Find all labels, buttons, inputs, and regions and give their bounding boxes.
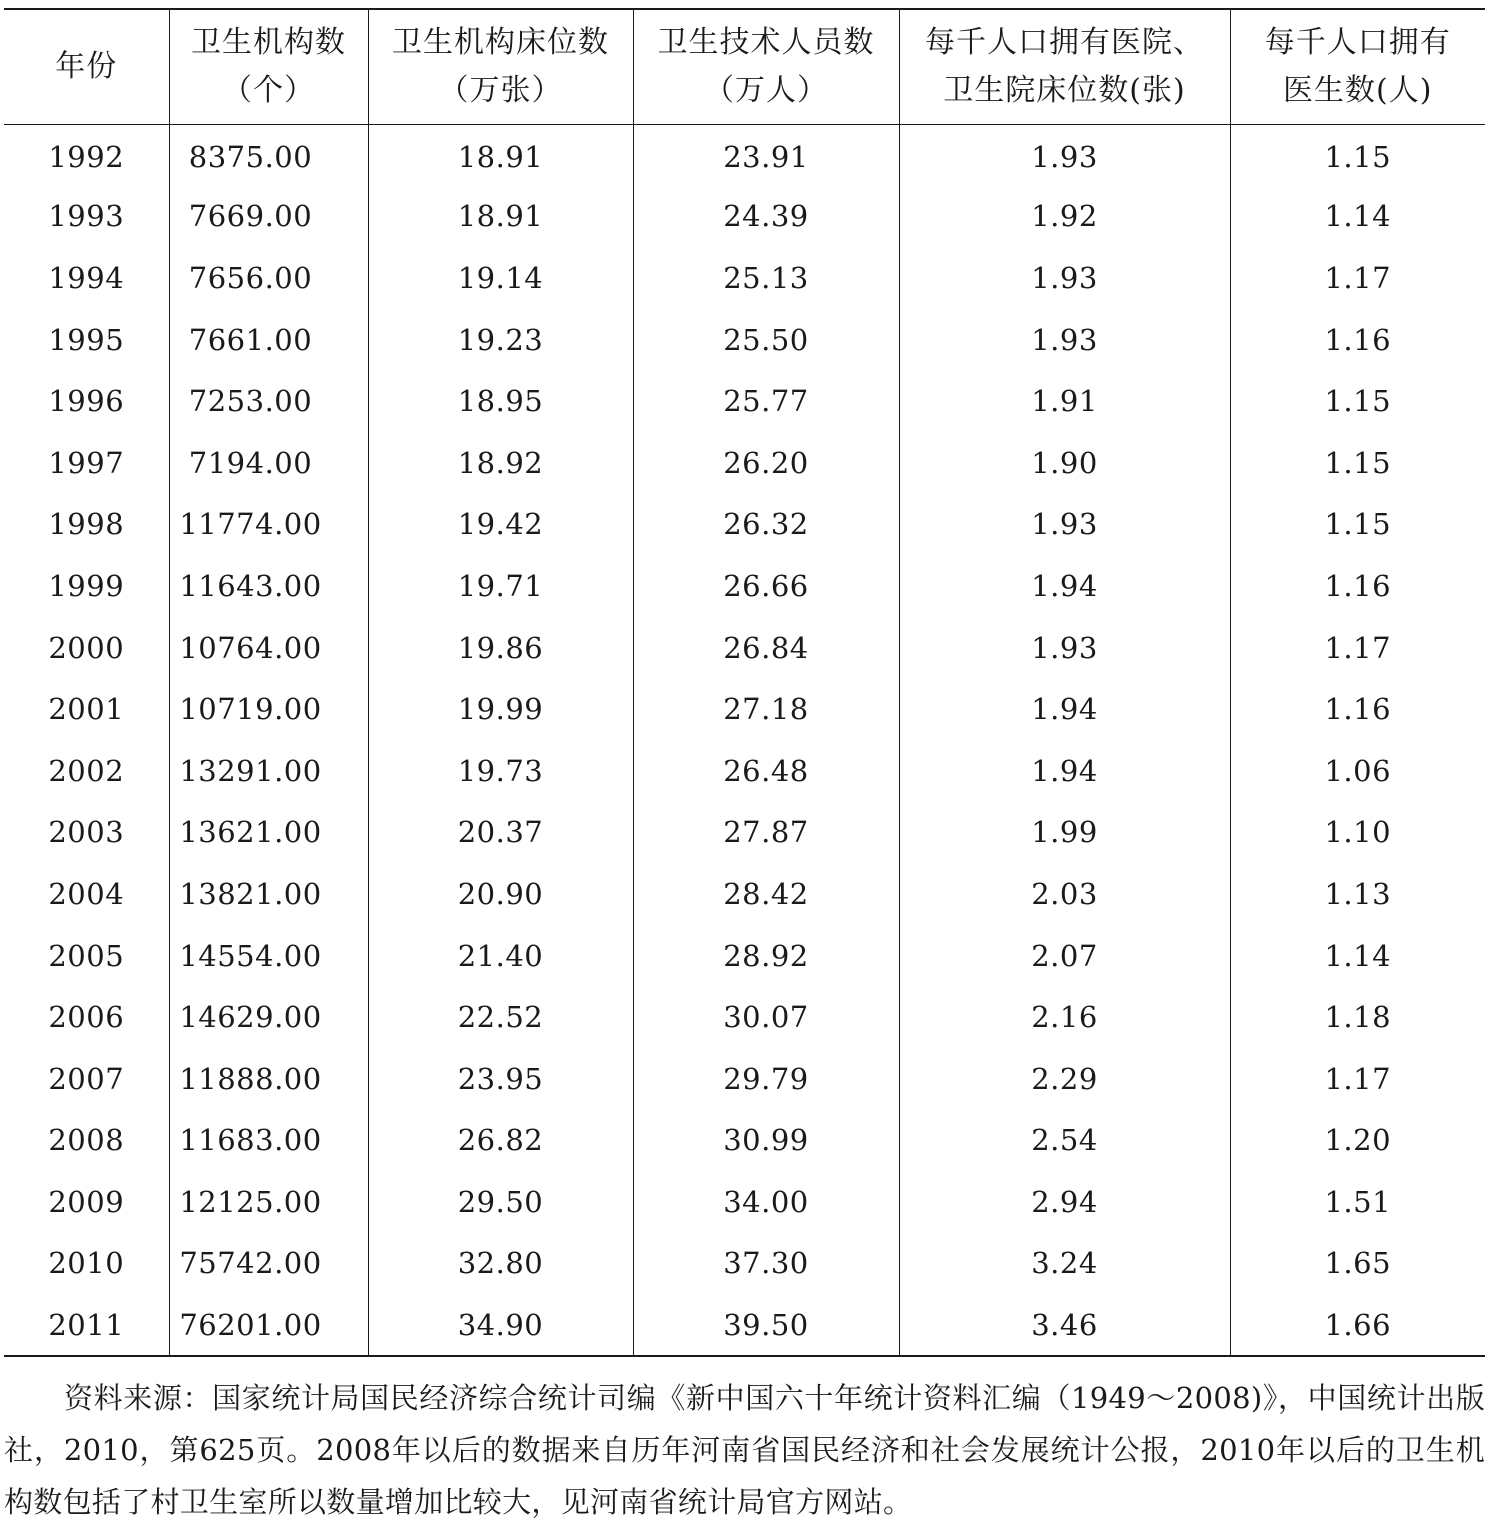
cell-doctors-per-thousand: 1.15 [1230,432,1485,494]
cell-technicians: 34.00 [633,1171,899,1233]
table-row [4,309,1485,371]
health-statistics-table [4,8,1485,1357]
table-row [4,370,1485,432]
cell-institutions: 7253.00 [169,370,368,432]
cell-beds: 21.40 [368,925,633,987]
table-row [4,1048,1485,1110]
cell-technicians: 27.87 [633,802,899,864]
table-row [4,1233,1485,1295]
cell-institutions: 10764.00 [169,617,368,679]
cell-doctors-per-thousand: 1.17 [1230,1048,1485,1110]
cell-beds: 29.50 [368,1171,633,1233]
table-row [4,1171,1485,1233]
cell-doctors-per-thousand: 1.16 [1230,309,1485,371]
cell-institutions: 7194.00 [169,432,368,494]
cell-institutions: 14554.00 [169,925,368,987]
cell-year: 2005 [48,938,125,973]
cell-technicians: 30.07 [633,986,899,1048]
header-institutions [169,9,368,124]
cell-technicians: 28.92 [633,925,899,987]
cell-technicians: 25.77 [633,370,899,432]
cell-beds: 19.42 [368,494,633,556]
table-row [4,925,1485,987]
cell-year: 1995 [48,322,125,357]
table-header-row [4,9,1485,124]
cell-institutions: 13821.00 [169,863,368,925]
cell-doctors-per-thousand: 1.14 [1230,925,1485,987]
cell-beds: 19.86 [368,617,633,679]
cell-year: 2001 [48,692,125,727]
cell-institutions: 11683.00 [169,1110,368,1172]
header-beds [368,9,633,124]
cell-doctors-per-thousand: 1.51 [1230,1171,1485,1233]
table-row [4,247,1485,309]
cell-technicians: 24.39 [633,186,899,248]
cell-year: 2006 [48,1000,125,1035]
cell-year: 2003 [48,815,125,850]
cell-beds-per-thousand: 2.16 [899,986,1230,1048]
table-row [4,802,1485,864]
cell-beds-per-thousand: 1.91 [899,370,1230,432]
cell-doctors-per-thousand: 1.16 [1230,555,1485,617]
cell-beds-per-thousand: 1.93 [899,247,1230,309]
cell-beds: 18.92 [368,432,633,494]
cell-beds: 19.73 [368,740,633,802]
cell-beds-per-thousand: 1.99 [899,802,1230,864]
cell-beds: 18.91 [368,186,633,248]
cell-year: 1997 [48,445,125,480]
cell-beds-per-thousand: 1.94 [899,740,1230,802]
table-row [4,863,1485,925]
cell-year: 1996 [48,384,125,419]
cell-technicians: 25.13 [633,247,899,309]
cell-technicians: 39.50 [633,1294,899,1356]
cell-beds: 19.23 [368,309,633,371]
cell-beds-per-thousand: 1.94 [899,555,1230,617]
cell-doctors-per-thousand: 1.17 [1230,617,1485,679]
table-row [4,678,1485,740]
cell-year: 1998 [48,507,125,542]
cell-beds: 34.90 [368,1294,633,1356]
cell-beds: 20.90 [368,863,633,925]
cell-technicians: 26.84 [633,617,899,679]
cell-technicians: 29.79 [633,1048,899,1110]
cell-institutions: 11774.00 [169,494,368,556]
cell-institutions: 7656.00 [169,247,368,309]
header-doctors-per-thousand-line1: 每千人口拥有 [1264,24,1451,60]
cell-doctors-per-thousand: 1.15 [1230,494,1485,556]
header-year-line1: 年份 [55,48,118,84]
cell-technicians: 23.91 [633,124,899,186]
cell-technicians: 28.42 [633,863,899,925]
cell-beds: 19.99 [368,678,633,740]
cell-institutions: 12125.00 [169,1171,368,1233]
header-beds-per-thousand-line1: 每千人口拥有医院、 [925,24,1204,60]
cell-doctors-per-thousand: 1.65 [1230,1233,1485,1295]
header-technicians-line2: （万人） [704,72,828,108]
cell-year: 2002 [48,753,125,788]
cell-beds: 22.52 [368,986,633,1048]
cell-beds: 32.80 [368,1233,633,1295]
cell-beds-per-thousand: 1.93 [899,309,1230,371]
cell-doctors-per-thousand: 1.16 [1230,678,1485,740]
cell-beds: 19.14 [368,247,633,309]
cell-year: 2011 [4,1294,169,1356]
cell-beds-per-thousand: 1.93 [899,124,1230,186]
cell-beds-per-thousand: 3.46 [899,1294,1230,1356]
cell-institutions: 11643.00 [169,555,368,617]
cell-beds: 20.37 [368,802,633,864]
cell-institutions: 10719.00 [169,678,368,740]
cell-year: 1993 [48,199,125,234]
cell-beds-per-thousand: 1.90 [899,432,1230,494]
cell-institutions: 11888.00 [169,1048,368,1110]
table-body [4,124,1485,1356]
header-technicians [633,9,899,124]
header-doctors-per-thousand-line2: 医生数(人) [1283,72,1433,108]
cell-technicians: 26.20 [633,432,899,494]
cell-doctors-per-thousand: 1.06 [1230,740,1485,802]
cell-beds-per-thousand: 2.03 [899,863,1230,925]
cell-institutions: 8375.00 [169,124,368,186]
cell-institutions: 7661.00 [169,309,368,371]
cell-beds: 23.95 [368,1048,633,1110]
cell-beds-per-thousand: 1.94 [899,678,1230,740]
cell-beds-per-thousand: 1.92 [899,186,1230,248]
cell-technicians: 25.50 [633,309,899,371]
cell-technicians: 37.30 [633,1233,899,1295]
header-beds-line1: 卫生机构床位数 [392,24,609,60]
cell-beds-per-thousand: 2.07 [899,925,1230,987]
cell-technicians: 26.32 [633,494,899,556]
table-row [4,1294,1485,1356]
table-row [4,1110,1485,1172]
cell-institutions: 14629.00 [169,986,368,1048]
cell-year: 1992 [48,140,125,175]
cell-beds-per-thousand: 3.24 [899,1233,1230,1295]
cell-institutions: 76201.00 [169,1294,368,1356]
table-row [4,124,1485,186]
cell-technicians: 26.48 [633,740,899,802]
table-row [4,740,1485,802]
cell-doctors-per-thousand: 1.10 [1230,802,1485,864]
table-row [4,986,1485,1048]
cell-year: 1999 [48,568,125,603]
cell-technicians: 27.18 [633,678,899,740]
cell-institutions: 75742.00 [169,1233,368,1295]
cell-year: 2008 [48,1123,125,1158]
cell-year: 1994 [48,260,125,295]
cell-beds-per-thousand: 2.94 [899,1171,1230,1233]
cell-technicians: 30.99 [633,1110,899,1172]
cell-year: 2009 [48,1184,125,1219]
header-institutions-line1: 卫生机构数 [191,24,346,60]
cell-beds-per-thousand: 2.54 [899,1110,1230,1172]
table-row [4,494,1485,556]
cell-technicians: 26.66 [633,555,899,617]
cell-doctors-per-thousand: 1.66 [1230,1294,1485,1356]
cell-beds-per-thousand: 2.29 [899,1048,1230,1110]
header-technicians-line1: 卫生技术人员数 [657,24,875,60]
cell-beds: 19.71 [368,555,633,617]
table-row [4,186,1485,248]
cell-institutions: 13291.00 [169,740,368,802]
table-row [4,432,1485,494]
table-row [4,555,1485,617]
cell-doctors-per-thousand: 1.20 [1230,1110,1485,1172]
cell-year: 2000 [48,630,125,665]
cell-doctors-per-thousand: 1.18 [1230,986,1485,1048]
cell-institutions: 7669.00 [169,186,368,248]
cell-beds: 18.91 [368,124,633,186]
cell-doctors-per-thousand: 1.14 [1230,186,1485,248]
table-row [4,617,1485,679]
cell-beds-per-thousand: 1.93 [899,617,1230,679]
header-year [4,9,169,124]
cell-year: 2010 [48,1246,125,1281]
cell-beds: 18.95 [368,370,633,432]
header-beds-line2: （万张） [438,72,563,108]
cell-year: 2007 [48,1061,125,1096]
cell-doctors-per-thousand: 1.17 [1230,247,1485,309]
cell-institutions: 13621.00 [169,802,368,864]
header-institutions-line2: （个） [222,72,315,108]
cell-beds-per-thousand: 1.93 [899,494,1230,556]
cell-doctors-per-thousand: 1.15 [1230,370,1485,432]
header-doctors-per-thousand [1230,9,1485,124]
source-note: 资料来源：国家统计局国民经济综合统计司编《新中国六十年统计资料汇编（1949～2008)》，中国统计出版社，2010，第625页。2008年以后的数据来自历年河南省国民经济和社会发展统计公报，2010年以后的卫生机构数包括了村卫生室所以数量增加比较大，见河南省统计局官方网站。 [4,1381,1485,1519]
header-beds-per-thousand [899,9,1230,124]
header-beds-per-thousand-line2: 卫生院床位数(张) [943,72,1186,108]
cell-doctors-per-thousand: 1.15 [1230,124,1485,186]
cell-year: 2004 [48,876,125,911]
cell-beds: 26.82 [368,1110,633,1172]
cell-doctors-per-thousand: 1.13 [1230,863,1485,925]
